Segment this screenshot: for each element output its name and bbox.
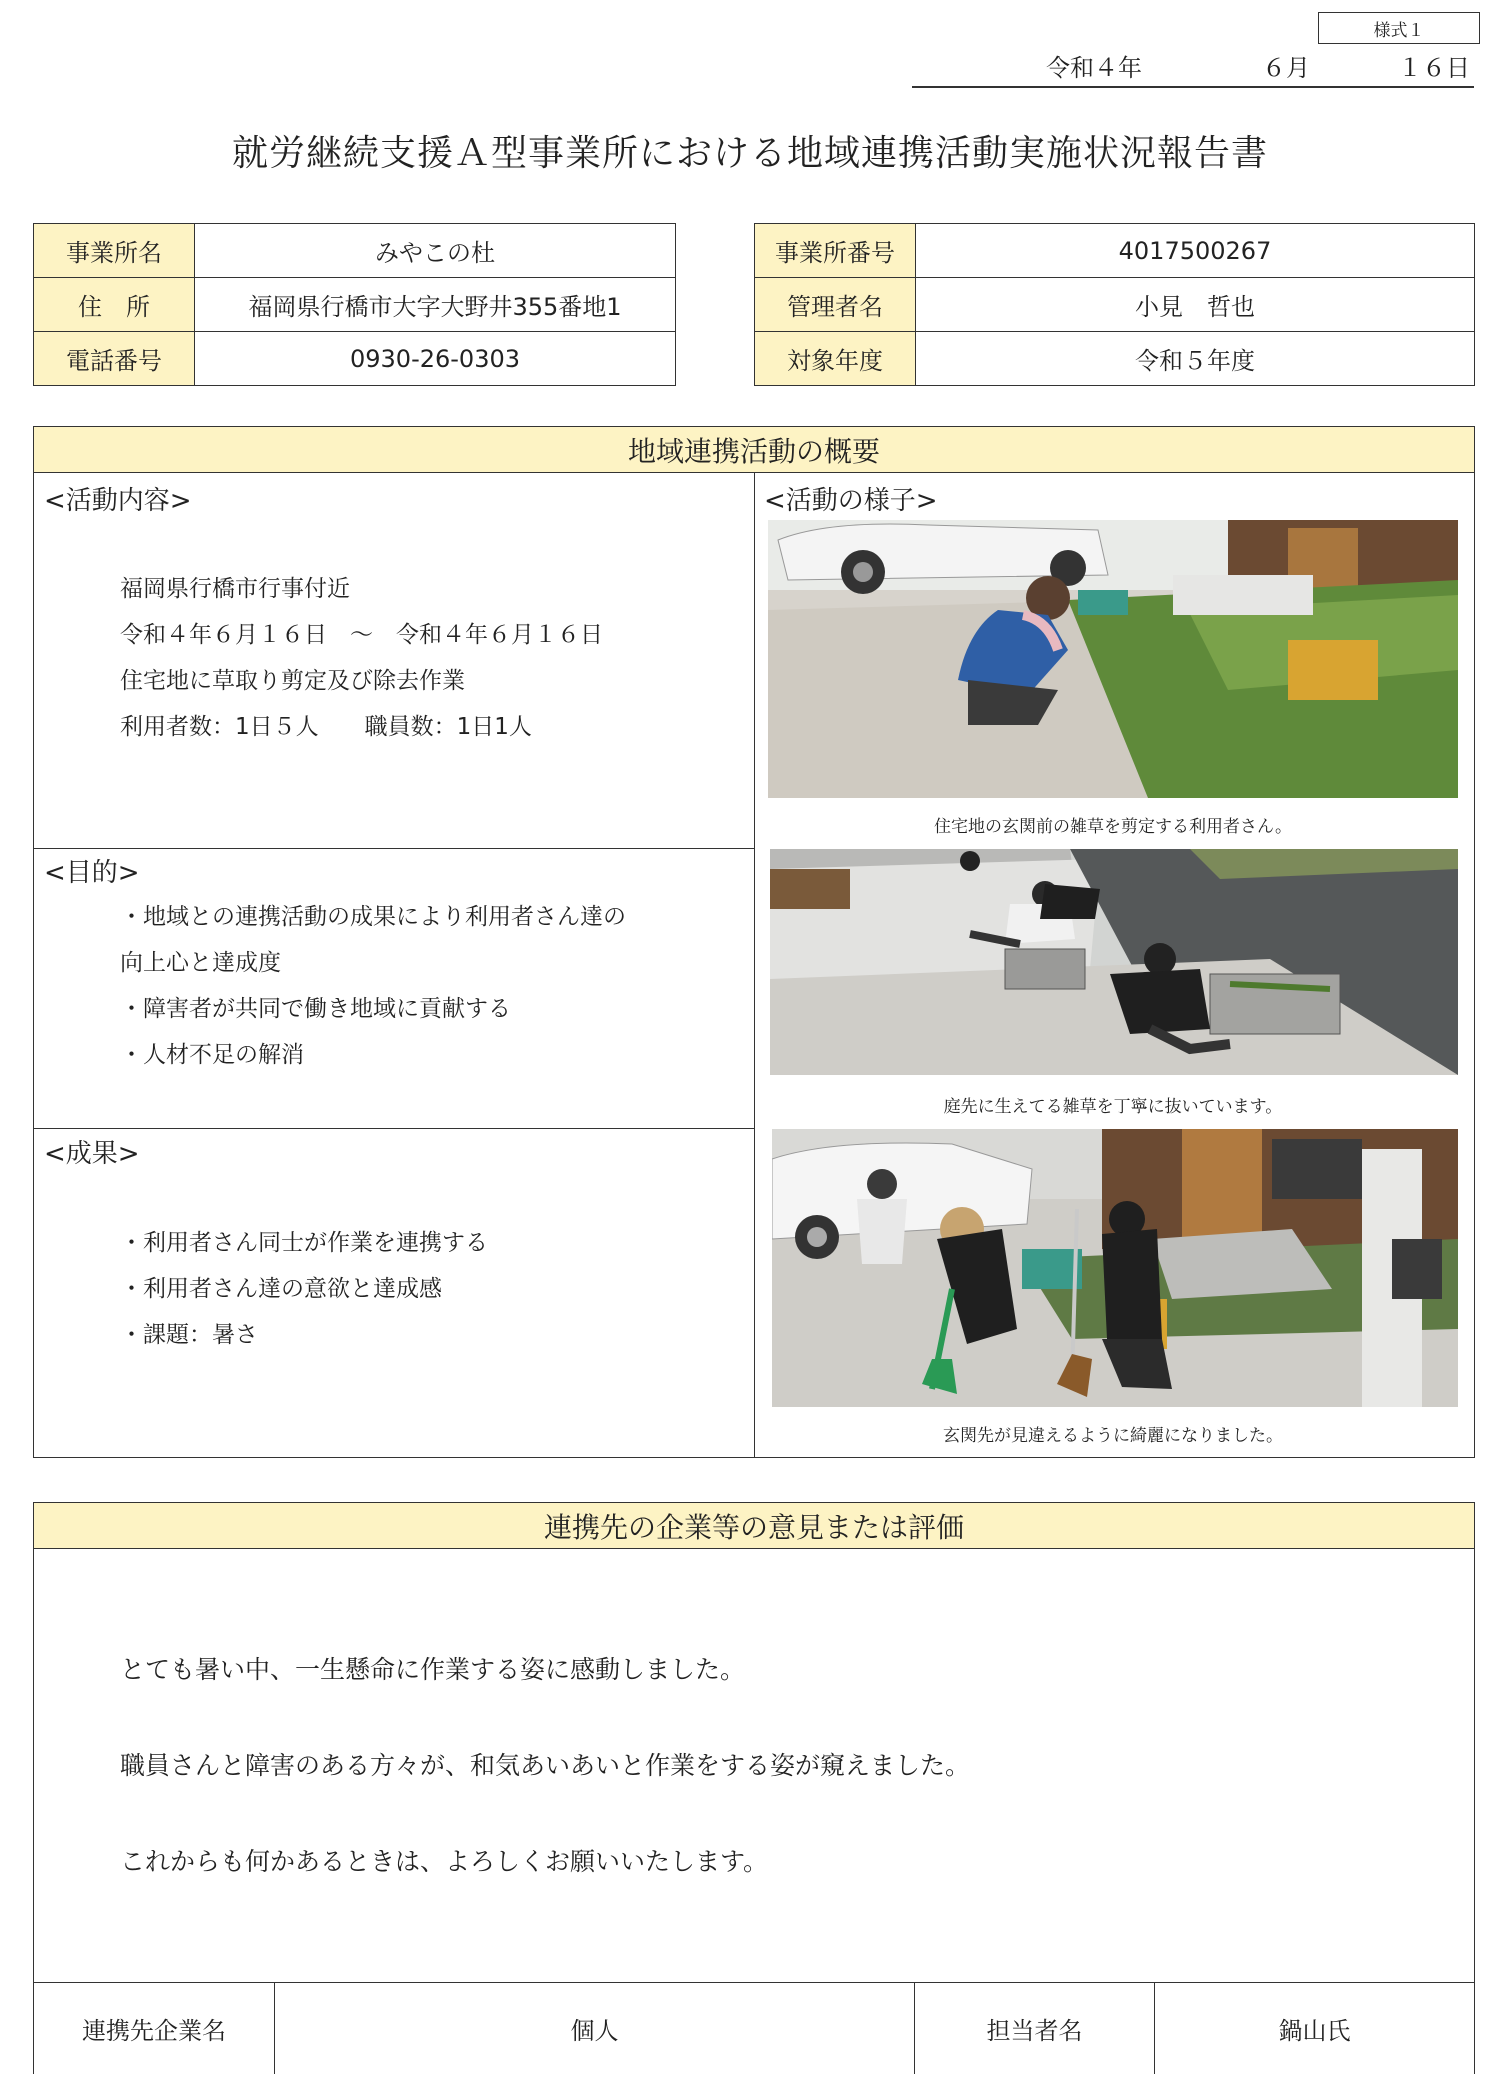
target-year-label: 対象年度 [755, 332, 916, 386]
target-year-value: 令和５年度 [916, 332, 1475, 386]
result-line: ・利用者さん達の意欲と達成感 [120, 1276, 442, 1302]
photo-1-caption: 住宅地の玄関前の雑草を剪定する利用者さん。 [933, 817, 1293, 837]
activity-content-label: <活動内容> [44, 486, 192, 516]
partner-company-value: 個人 [570, 2017, 619, 2045]
table-row [755, 224, 1475, 278]
phone-value: 0930-26-0303 [195, 332, 676, 386]
row-divider [34, 1128, 754, 1129]
result-line: ・利用者さん同士が作業を連携する [120, 1230, 488, 1256]
table-row [34, 278, 676, 332]
table-row [34, 332, 676, 386]
contact-person-label: 担当者名 [986, 2017, 1083, 2045]
partner-feedback-heading: 連携先の企業等の意見または評価 [34, 1503, 1474, 1549]
row-divider [34, 848, 754, 849]
purpose-line: ・障害者が共同で働き地域に貢献する [120, 996, 511, 1022]
feedback-line: これからも何かあるときは、よろしくお願いいたします。 [120, 1847, 769, 1876]
date-month: ６月 [1262, 54, 1310, 82]
manager-name-label: 管理者名 [755, 278, 916, 332]
partner-company-label: 連携先企業名 [82, 2017, 226, 2045]
activity-photo-3 [772, 1129, 1458, 1407]
purpose-line: 向上心と達成度 [120, 950, 281, 976]
manager-info-table [754, 223, 1475, 386]
feedback-line: 職員さんと障害のある方々が、和気あいあいと作業をする姿が窺えました。 [120, 1751, 971, 1780]
column-divider [754, 473, 755, 1458]
activity-line: 福岡県行橋市行事付近 [120, 576, 350, 602]
date-day: １６日 [1398, 54, 1470, 82]
result-label: <成果> [44, 1139, 140, 1169]
table-row [34, 224, 676, 278]
purpose-line: ・人材不足の解消 [120, 1042, 304, 1068]
facility-number-label: 事業所番号 [755, 224, 916, 278]
contact-person-value: 鍋山氏 [1278, 2017, 1351, 2045]
activity-photo-1 [768, 520, 1458, 798]
table-row [755, 332, 1475, 386]
address-label: 住 所 [34, 278, 195, 332]
address-value: 福岡県行橋市大字大野井355番地1 [195, 278, 676, 332]
feedback-line: とても暑い中、一生懸命に作業する姿に感動しました。 [120, 1655, 746, 1684]
result-text [120, 1220, 488, 1358]
photo-3-caption: 玄関先が見違えるように綺麗になりました。 [943, 1426, 1283, 1446]
activity-photo-2 [770, 849, 1458, 1075]
table-row [755, 278, 1475, 332]
purpose-line: ・地域との連携活動の成果により利用者さん達の [120, 904, 626, 930]
date-underline [912, 86, 1474, 88]
manager-name-value: 小見 哲也 [916, 278, 1475, 332]
document-title: 就労継続支援Ａ型事業所における地域連携活動実施状況報告書 [231, 133, 1268, 174]
facility-name-value: みやこの杜 [195, 224, 676, 278]
photo-2-caption: 庭先に生えてる雑草を丁寧に抜いています。 [943, 1097, 1283, 1117]
date-era-year: 令和４年 [1046, 54, 1142, 82]
purpose-label: <目的> [44, 858, 140, 888]
activity-photos-label: <活動の様子> [764, 486, 938, 516]
activity-line: 利用者数：1日５人 職員数：1日1人 [120, 714, 532, 740]
form-number-tag: 様式１ [1318, 12, 1480, 44]
facility-name-label: 事業所名 [34, 224, 195, 278]
facility-info-table [33, 223, 676, 386]
activity-line: 住宅地に草取り剪定及び除去作業 [120, 668, 465, 694]
purpose-text [120, 894, 626, 1078]
activity-content-text [120, 566, 603, 750]
phone-label: 電話番号 [34, 332, 195, 386]
facility-number-value: 4017500267 [916, 224, 1475, 278]
activity-line: 令和４年６月１６日 ～ 令和４年６月１６日 [120, 622, 603, 648]
activity-overview-heading: 地域連携活動の概要 [34, 427, 1474, 473]
result-line: ・課題：暑さ [120, 1322, 258, 1348]
